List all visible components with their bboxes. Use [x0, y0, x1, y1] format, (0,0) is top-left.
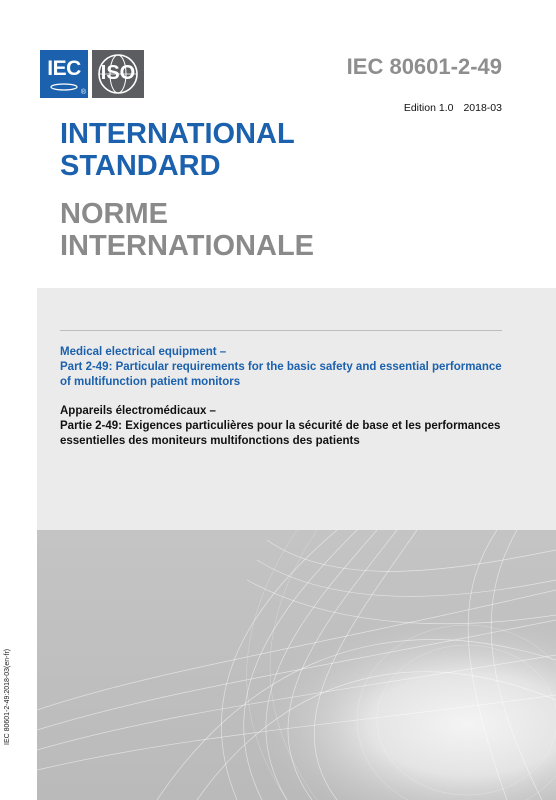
- description-french-line-2: Partie 2-49: Exigences particulières pour la sécurité de base et les performances: [60, 420, 501, 432]
- description-french: [60, 404, 510, 449]
- registered-mark: ®: [80, 89, 86, 96]
- description-english-line-1: Medical electrical equipment –: [60, 346, 227, 358]
- decorative-artwork: [37, 530, 556, 800]
- title-french: [60, 198, 314, 262]
- divider: [60, 330, 502, 331]
- title-english: [60, 118, 295, 182]
- title-english-line-1: INTERNATIONAL: [60, 118, 295, 150]
- description-english: [60, 345, 510, 390]
- edition-date: 2018-03: [463, 102, 502, 114]
- iec-logo: [40, 50, 88, 98]
- iso-logo: [92, 50, 144, 98]
- description-english-line-2: Part 2-49: Particular requirements for the basic safety and essential performance: [60, 361, 502, 373]
- wave-lines-artwork: [37, 530, 556, 800]
- title-english-line-2: STANDARD: [60, 150, 221, 182]
- title-french-line-2: INTERNATIONALE: [60, 230, 315, 262]
- description-english-line-3: of multifunction patient monitors: [60, 376, 241, 388]
- iec-logo-swoosh-icon: [49, 83, 79, 91]
- standard-number: IEC 80601-2-49: [346, 54, 502, 79]
- edition-label: Edition 1.0: [403, 102, 454, 114]
- title-french-line-1: NORME: [60, 198, 168, 230]
- document-reference-code: IEC 80601-2-49:2018-03(en-fr): [4, 648, 11, 745]
- description-french-line-3: essentielles des moniteurs multifonctions des patients: [60, 435, 360, 447]
- iso-logo-text: ISO: [100, 62, 136, 84]
- description-french-line-1: Appareils électromédicaux –: [60, 405, 216, 417]
- iec-logo-text: IEC: [47, 57, 81, 80]
- edition-line: [404, 102, 502, 114]
